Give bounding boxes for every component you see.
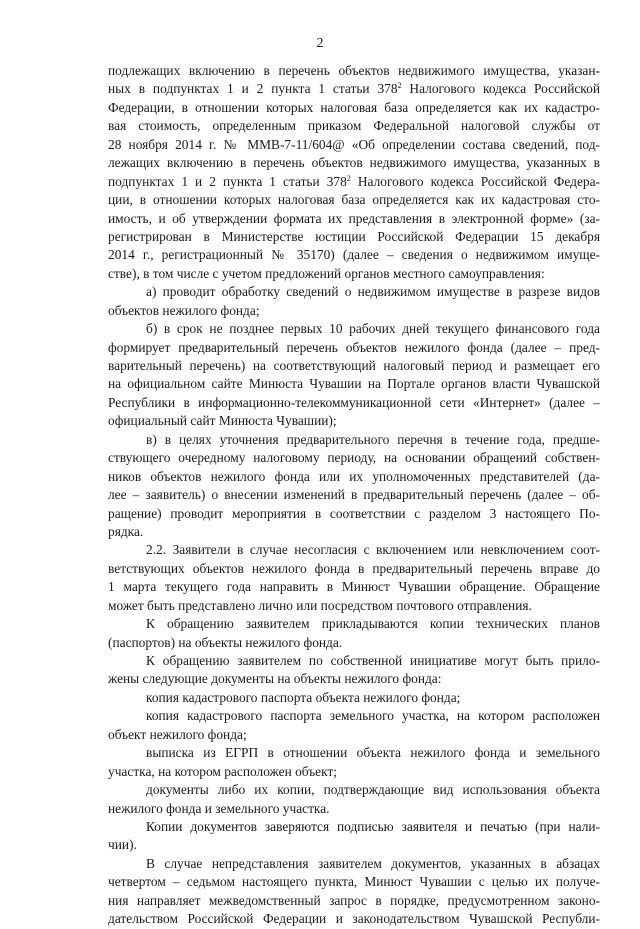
text-line — [108, 320, 600, 338]
text-line — [108, 486, 600, 504]
line-text: К обращению заявителем прикладываются копии технических планов — [146, 616, 600, 632]
text-line — [108, 191, 600, 209]
text-line — [108, 357, 600, 375]
line-text: участка, на котором расположен объект; — [108, 763, 338, 779]
text-line — [108, 560, 600, 578]
line-text: имость, и об утверждении формата их представления в электронной форме» (за- — [108, 210, 600, 226]
line-text: стве), в том числе с учетом предложений органов местного самоуправления: — [108, 265, 545, 281]
text-line — [108, 173, 600, 191]
text-line — [108, 62, 600, 80]
text-line — [108, 523, 600, 541]
line-text: объект нежилого фонда; — [108, 726, 247, 742]
text-line — [108, 892, 600, 910]
line-text: (паспортов) на объекты нежилого фонда. — [108, 634, 343, 650]
text-line — [108, 412, 600, 430]
superscript: 2 — [346, 173, 351, 183]
line-text-continued: Налогового кодекса Российской — [401, 81, 600, 97]
text-line — [108, 836, 600, 854]
text-line — [108, 781, 600, 799]
line-text-continued: Налогового кодекса Российской Федера- — [350, 173, 600, 189]
text-line — [108, 154, 600, 172]
text-line — [108, 818, 600, 836]
line-text: формирует предварительный перечень объектов нежилого фонда (далее – пред- — [108, 339, 600, 355]
text-line — [108, 117, 600, 135]
text-line — [108, 136, 600, 154]
text-line — [108, 99, 600, 117]
text-line — [108, 265, 600, 283]
text-line — [108, 80, 600, 98]
text-line — [108, 726, 600, 744]
line-text: на официальном сайте Минюста Чувашии на Портале органов власти Чувашской — [108, 376, 600, 392]
line-text: варительный перечень) на соответствующий налоговый период и размещает его — [108, 358, 600, 373]
line-text: регистрирован в Министерстве юстиции Российской Федерации 15 декабря — [108, 228, 600, 244]
text-line — [108, 707, 600, 725]
text-line — [108, 302, 600, 320]
superscript: 2 — [397, 81, 402, 91]
text-line — [108, 541, 600, 559]
text-line — [108, 873, 600, 891]
text-line — [108, 468, 600, 486]
line-text: выписка из ЕГРП в отношении объекта нежилого фонда и земельного — [146, 745, 600, 761]
line-text: документы либо их копии, подтверждающие вид использования объекта — [146, 782, 600, 798]
text-line — [108, 910, 600, 928]
line-text: ращение) проводит мероприятия в соответствии с разделом 3 настоящего По- — [108, 505, 600, 521]
text-line — [108, 615, 600, 633]
line-text: в) в целях уточнения предварительного перечня в течение года, предше- — [146, 431, 600, 447]
text-line — [108, 670, 600, 688]
line-text: подлежащих включению в перечень объектов недвижимого имущества, указан- — [108, 63, 600, 78]
text-line — [108, 744, 600, 762]
line-text: четвертом – седьмом настоящего пункта, Минюст Чувашии с целью их получе- — [108, 874, 600, 890]
text-line — [108, 578, 600, 596]
line-text: ции, в отношении которых налоговая база определяется как их кадастровая сто- — [108, 192, 600, 208]
line-text: ных в подпунктах 1 и 2 пункта 1 статьи 378 — [108, 81, 398, 97]
line-text: 1 марта текущего года направить в Минюст Чувашии обращение. Обращение — [108, 579, 600, 595]
text-line — [108, 283, 600, 301]
line-text: подпунктах 1 и 2 пункта 1 статьи 378 — [108, 173, 347, 189]
line-text: нежилого фонда и земельного участка. — [108, 800, 330, 816]
line-text: а) проводит обработку сведений о недвижимом имуществе в разрезе видов — [146, 284, 600, 300]
text-line — [108, 800, 600, 818]
line-text: дательством Российской Федерации и законодательством Чувашской Республи- — [108, 911, 600, 927]
text-line — [108, 339, 600, 357]
line-text: лее – заявитель) о внесении изменений в предварительный перечень (далее – об- — [108, 487, 600, 503]
line-text: 28 ноября 2014 г. № ММВ-7-11/604@ «Об определении состава сведений, под- — [108, 136, 600, 152]
text-line — [108, 375, 600, 393]
line-text: Республики в информационно-телекоммуникационной сети «Интернет» (далее – — [108, 394, 600, 410]
text-line — [108, 394, 600, 412]
line-text: чии). — [108, 837, 137, 853]
text-line — [108, 449, 600, 467]
line-text: лежащих включению в перечень объектов недвижимого имущества, указанных в — [108, 155, 600, 171]
line-text: может быть представлено лично или посредством почтового отправления. — [108, 597, 532, 613]
text-line — [108, 228, 600, 246]
text-line — [108, 634, 600, 652]
document-body — [108, 62, 600, 929]
text-line — [108, 210, 600, 228]
line-text: 2014 г., регистрационный № 35170) (далее – сведения о недвижимом имуще- — [108, 247, 600, 263]
line-text: копия кадастрового паспорта земельного участка, на котором расположен — [146, 708, 600, 724]
line-text: ников объектов нежилого фонда или их уполномоченных представителей (да- — [108, 468, 600, 484]
line-text: Копии документов заверяются подписью заявителя и печатью (при нали- — [146, 818, 600, 834]
text-line — [108, 246, 600, 264]
line-text: б) в срок не позднее первых 10 рабочих дней текущего финансового года — [146, 321, 600, 337]
text-line — [108, 597, 600, 615]
text-line — [108, 763, 600, 781]
text-line — [108, 431, 600, 449]
text-line — [108, 855, 600, 873]
line-text: К обращению заявителем по собственной инициативе могут быть прило- — [146, 653, 600, 668]
line-text: официальный сайт Минюста Чувашии); — [108, 413, 337, 429]
page-number: 2 — [316, 36, 324, 51]
line-text: В случае непредставления заявителем документов, указанных в абзацах — [146, 855, 600, 871]
text-line — [108, 505, 600, 523]
line-text: рядка. — [108, 523, 144, 539]
line-text: копия кадастрового паспорта объекта нежилого фонда; — [146, 689, 461, 705]
line-text: жены следующие документы на объекты нежилого фонда: — [108, 671, 442, 687]
line-text: вая стоимость, определенным приказом Федеральной налоговой службы от — [108, 118, 600, 134]
line-text: ствующего очередному налоговому периоду, на основании обращений собствен- — [108, 450, 600, 466]
text-line — [108, 689, 600, 707]
text-line — [108, 652, 600, 670]
line-text: объектов нежилого фонда; — [108, 302, 260, 318]
line-text: Федерации, в отношении которых налоговая база определяется как их кадастро- — [108, 99, 600, 115]
line-text: ветствующих объектов нежилого фонда в предварительный перечень вправе до — [108, 560, 600, 576]
line-text: ния направляет межведомственный запрос в порядке, предусмотренном законо- — [108, 892, 600, 908]
line-text: 2.2. Заявители в случае несогласия с включением или невключением соот- — [146, 542, 600, 558]
